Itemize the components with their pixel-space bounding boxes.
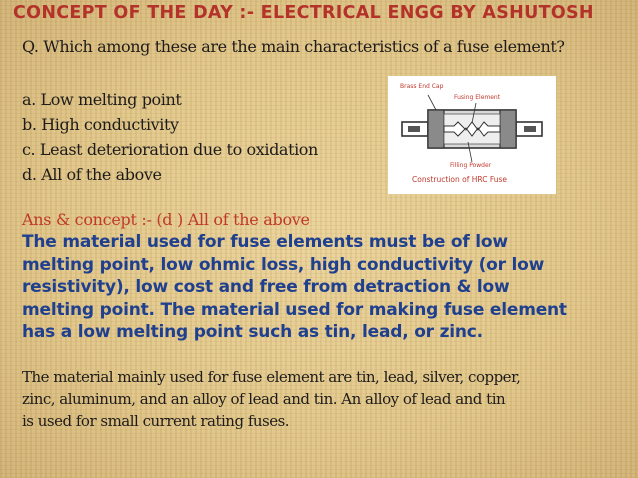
question-text: Q. Which among these are the main characteristics of a fuse element? — [22, 37, 565, 56]
explanation-bold-line: melting point. The material used for making fuse element — [22, 299, 567, 320]
leader-end-cap — [428, 95, 436, 110]
explanation-bold-line: melting point, low ohmic loss, high conductivity (or low — [22, 254, 545, 275]
option-a: a. Low melting point — [22, 90, 182, 109]
slide-title: CONCEPT OF THE DAY :- ELECTRICAL ENGG BY ASHUTOSH — [13, 3, 594, 23]
explanation-plain-line: zinc, aluminum, and an alloy of lead and tin. An alloy of lead and tin — [22, 390, 506, 408]
right-brass-end-cap — [500, 110, 516, 148]
options-list — [22, 87, 318, 187]
explanation-bold-line: The material used for fuse elements must be of low — [22, 232, 508, 252]
explanation-plain-line: is used for small current rating fuses. — [22, 412, 290, 430]
left-brass-end-cap — [428, 110, 444, 148]
left-terminal-slot — [408, 126, 420, 132]
answer-text: Ans & concept :- (d ) All of the above — [22, 210, 310, 229]
explanation-bold — [22, 231, 622, 344]
option-d: d. All of the above — [22, 165, 162, 184]
explanation-plain — [22, 366, 632, 432]
explanation-bold-line: has a low melting point such as tin, lead, or zinc. — [22, 322, 483, 342]
hrc-fuse-figure — [388, 76, 556, 194]
explanation-plain-line: The material mainly used for fuse element are tin, lead, silver, copper, — [22, 368, 521, 386]
option-c: c. Least deterioration due to oxidation — [22, 140, 318, 159]
label-filling-powder: Filling Powder — [450, 162, 492, 169]
label-brass-end-cap: Brass End Cap — [400, 83, 444, 90]
right-terminal-slot — [524, 126, 536, 132]
explanation-bold-line: resistivity), low cost and free from detraction & low — [22, 277, 510, 297]
figure-caption: Construction of HRC Fuse — [412, 175, 508, 184]
option-b: b. High conductivity — [22, 115, 179, 134]
label-fusing-element: Fusing Element — [454, 94, 501, 101]
